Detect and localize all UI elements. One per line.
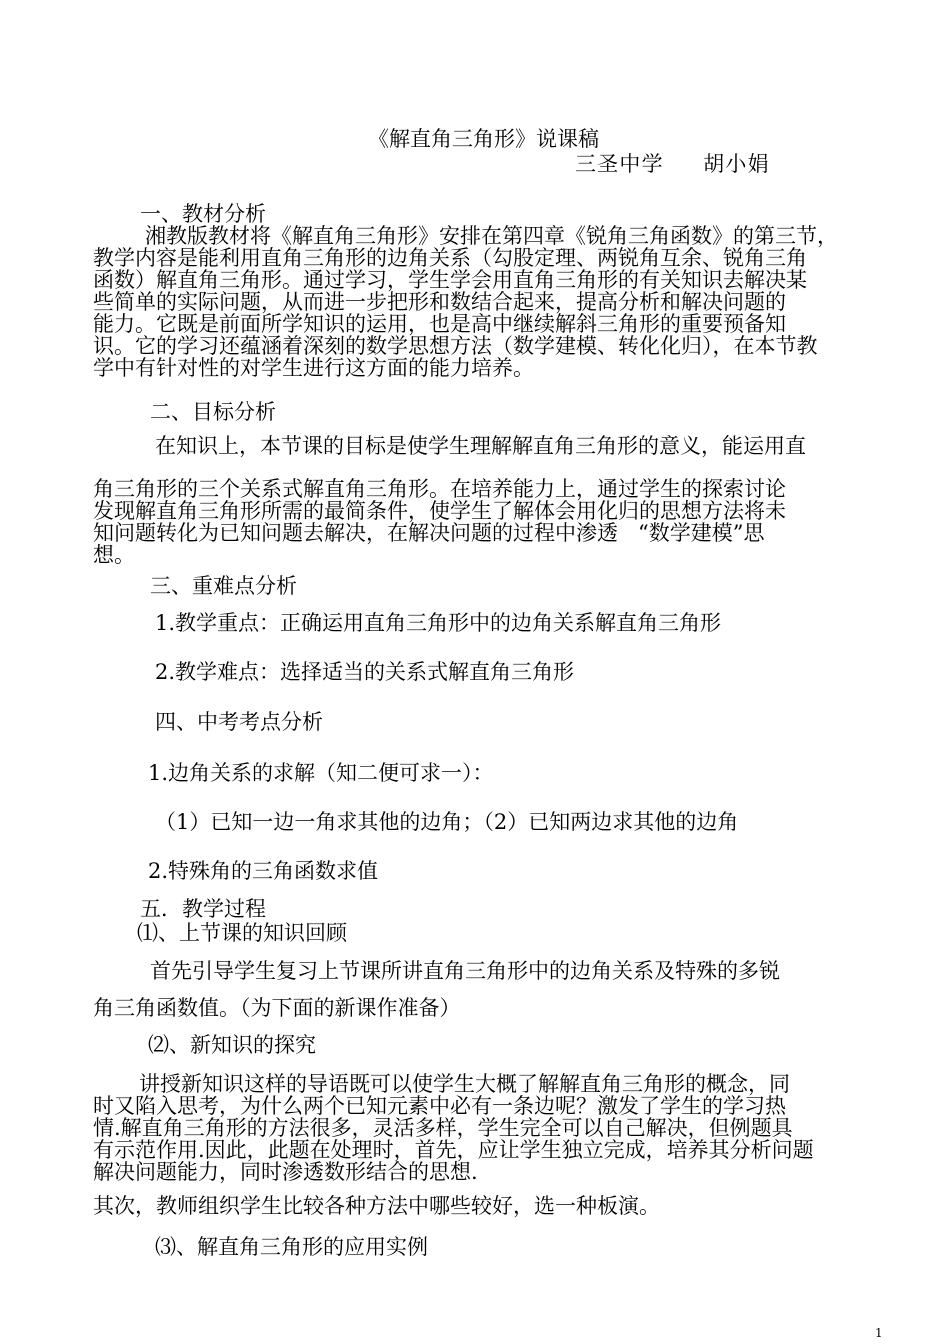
- page-number: 1: [875, 1326, 883, 1340]
- document-title: 《解直角三角形》说课稿: [368, 127, 599, 151]
- paragraph-line: 学中有针对性的对学生进行这方面的能力培养。: [93, 356, 534, 380]
- exam-point-1-detail: （1）已知一边一角求其他的边角；（2）已知两边求其他的边角: [155, 810, 739, 834]
- section2-first-line: 在知识上，本节课的目标是使学生理解解直角三角形的意义，能运用直: [155, 434, 806, 458]
- section5-sub2-heading: ⑵、新知识的探究: [148, 1033, 316, 1057]
- section5-sub3-heading: ⑶、解直角三角形的应用实例: [155, 1235, 428, 1259]
- section5-sub1-heading: ⑴、上节课的知识回顾: [137, 921, 347, 945]
- section5-sub1-line1: 首先引导学生复习上节课所讲直角三角形中的边角关系及特殊的多锐: [150, 959, 780, 983]
- paragraph-line: 湘教版教材将《解直角三角形》安排在第四章《锐角三角函数》的第三节，: [145, 224, 838, 248]
- paragraph-line: 发现解直角三角形所需的最简条件，使学生了解体会用化归的思想方法将未: [93, 499, 786, 523]
- section2-heading: 二、目标分析: [150, 400, 276, 424]
- section5-sub2-last-line: 其次，教师组织学生比较各种方法中哪些较好，选一种板演。: [93, 1194, 660, 1218]
- paragraph-line: 情.解直角三角形的方法很多，灵活多样，学生完全可以自己解决，但例题具: [93, 1116, 793, 1140]
- section1-heading: 一、教材分析: [140, 202, 266, 226]
- teaching-focus: 1.教学重点：正确运用直角三角形中的边角关系解直角三角形: [155, 611, 722, 635]
- teaching-difficulty: 2.教学难点：选择适当的关系式解直角三角形: [155, 660, 575, 684]
- paragraph-line: 时又陷入思考，为什么两个已知元素中必有一条边呢？激发了学生的学习热: [93, 1094, 786, 1118]
- paragraph-line: 知问题转化为已知问题去解决，在解决问题的过程中渗透 “数学建模”思: [93, 521, 765, 545]
- section5-heading: 五．教学过程: [140, 897, 266, 921]
- section4-heading: 四、中考考点分析: [155, 710, 323, 734]
- paragraph-line: 识。它的学习还蕴涵着深刻的数学思想方法（数学建模、转化化归），在本节教: [93, 334, 818, 358]
- section2-paragraph: [93, 478, 880, 566]
- author-line: 三圣中学 胡小娟: [575, 152, 770, 176]
- paragraph-line: 有示范作用.因此，此题在处理时，首先，应让学生独立完成，培养其分析问题: [93, 1138, 814, 1162]
- paragraph-line: 想。: [93, 543, 135, 567]
- paragraph-line: 教学内容是能利用直角三角形的边角关系（勾股定理、两锐角互余、锐角三角: [93, 246, 807, 270]
- section5-sub2-paragraph: [93, 1073, 880, 1183]
- paragraph-line: 能力。它既是前面所学知识的运用，也是高中继续解斜三角形的重要预备知: [93, 312, 786, 336]
- exam-point-1: 1.边角关系的求解（知二便可求一）：: [148, 761, 494, 785]
- paragraph-line: 讲授新知识这样的导语既可以使学生大概了解解直角三角形的概念，同: [139, 1072, 790, 1096]
- section3-heading: 三、重难点分析: [150, 574, 297, 598]
- paragraph-line: 解决问题能力，同时渗透数形结合的思想.: [93, 1160, 478, 1184]
- section1-paragraph: [93, 225, 880, 379]
- paragraph-line: 角三角形的三个关系式解直角三角形。在培养能力上，通过学生的探索讨论: [93, 477, 786, 501]
- paragraph-line: 函数）解直角三角形。通过学习，学生学会用直角三角形的有关知识去解决某: [93, 268, 807, 292]
- paragraph-line: 些简单的实际问题，从而进一步把形和数结合起来，提高分析和解决问题的: [93, 290, 786, 314]
- section5-sub1-line2: 角三角函数值。（为下面的新课作准备）: [93, 996, 461, 1020]
- exam-point-2: 2.特殊角的三角函数求值: [148, 859, 379, 883]
